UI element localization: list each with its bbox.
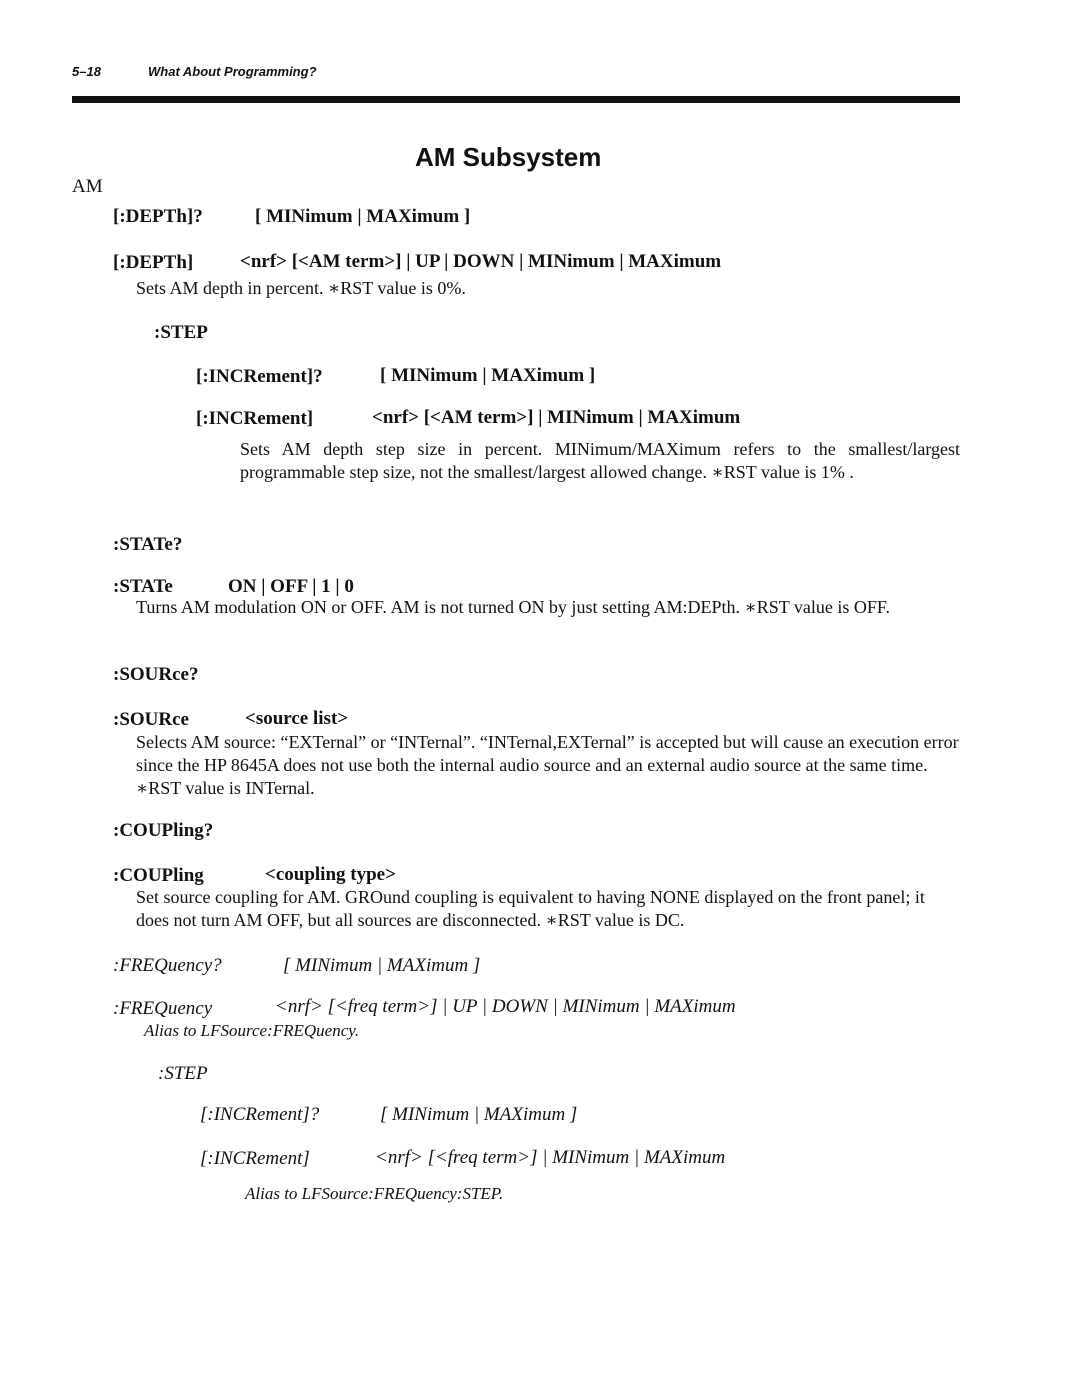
state-query-cmd: :STATe? xyxy=(113,534,183,555)
frequency-set-args: <nrf> [<freq term>] | UP | DOWN | MINimum | MAXimum xyxy=(275,996,736,1017)
frequency-set-cmd: :FREQuency xyxy=(113,998,213,1019)
frequency-query-args: [ MINimum | MAXimum ] xyxy=(283,955,481,976)
coupling-set-args: <coupling type> xyxy=(265,864,396,885)
state-set-args: ON | OFF | 1 | 0 xyxy=(228,576,354,597)
depth-query-cmd: [:DEPTh]? xyxy=(113,206,203,227)
source-set-args: <source list> xyxy=(245,708,349,729)
page-title: AM Subsystem xyxy=(415,142,602,172)
step-label: :STEP xyxy=(154,322,208,343)
page-number: 5–18 xyxy=(72,64,101,79)
freq-step-label: :STEP xyxy=(158,1063,208,1084)
root-command: AM xyxy=(72,176,103,197)
step-description: Sets AM depth step size in percent. MINimum/MAXimum refers to the smallest/largest programmable step size, not the smallest/largest allowed change. ∗RST value is 1% . xyxy=(240,439,960,482)
frequency-query-cmd: :FREQuency? xyxy=(113,955,222,976)
state-description: Turns AM modulation ON or OFF. AM is not turned ON by just setting AM:DEPth. ∗RST value is OFF. xyxy=(136,597,890,617)
coupling-set-cmd: :COUPling xyxy=(113,865,204,886)
step-set-args: <nrf> [<AM term>] | MINimum | MAXimum xyxy=(372,407,741,428)
freq-step-set-cmd: [:INCRement] xyxy=(200,1148,310,1169)
step-set-cmd: [:INCRement] xyxy=(196,408,314,429)
frequency-description: Alias to LFSource:FREQuency. xyxy=(144,1021,360,1040)
freq-step-set-args: <nrf> [<freq term>] | MINimum | MAXimum xyxy=(375,1147,726,1168)
depth-description: Sets AM depth in percent. ∗RST value is 0%. xyxy=(136,278,466,298)
step-query-cmd: [:INCRement]? xyxy=(196,366,323,387)
source-set-cmd: :SOURce xyxy=(113,709,189,730)
coupling-description: Set source coupling for AM. GROund coupling is equivalent to having NONE displayed on the front panel; it does not turn AM OFF, but all sources are disconnected. ∗RST value is DC. xyxy=(136,887,925,930)
depth-set-cmd: [:DEPTh] xyxy=(113,252,194,273)
freq-step-query-cmd: [:INCRement]? xyxy=(200,1104,320,1125)
step-query-args: [ MINimum | MAXimum ] xyxy=(380,365,596,386)
running-header: What About Programming? xyxy=(148,64,317,79)
freq-step-description: Alias to LFSource:FREQuency:STEP. xyxy=(245,1184,504,1203)
source-description: Selects AM source: “EXTernal” or “INTernal”. “INTernal,EXTernal” is accepted but will cause an execution error since the HP 8645A does not use both the internal audio source and an external audio source at the same time. ∗RST value is INTernal. xyxy=(136,732,959,798)
header-rule xyxy=(72,96,960,103)
depth-query-args: [ MINimum | MAXimum ] xyxy=(255,206,471,227)
coupling-query-cmd: :COUPling? xyxy=(113,820,214,841)
state-set-cmd: :STATe xyxy=(113,576,173,597)
depth-set-args: <nrf> [<AM term>] | UP | DOWN | MINimum | MAXimum xyxy=(240,251,722,272)
freq-step-query-args: [ MINimum | MAXimum ] xyxy=(380,1104,578,1125)
source-query-cmd: :SOURce? xyxy=(113,664,199,685)
